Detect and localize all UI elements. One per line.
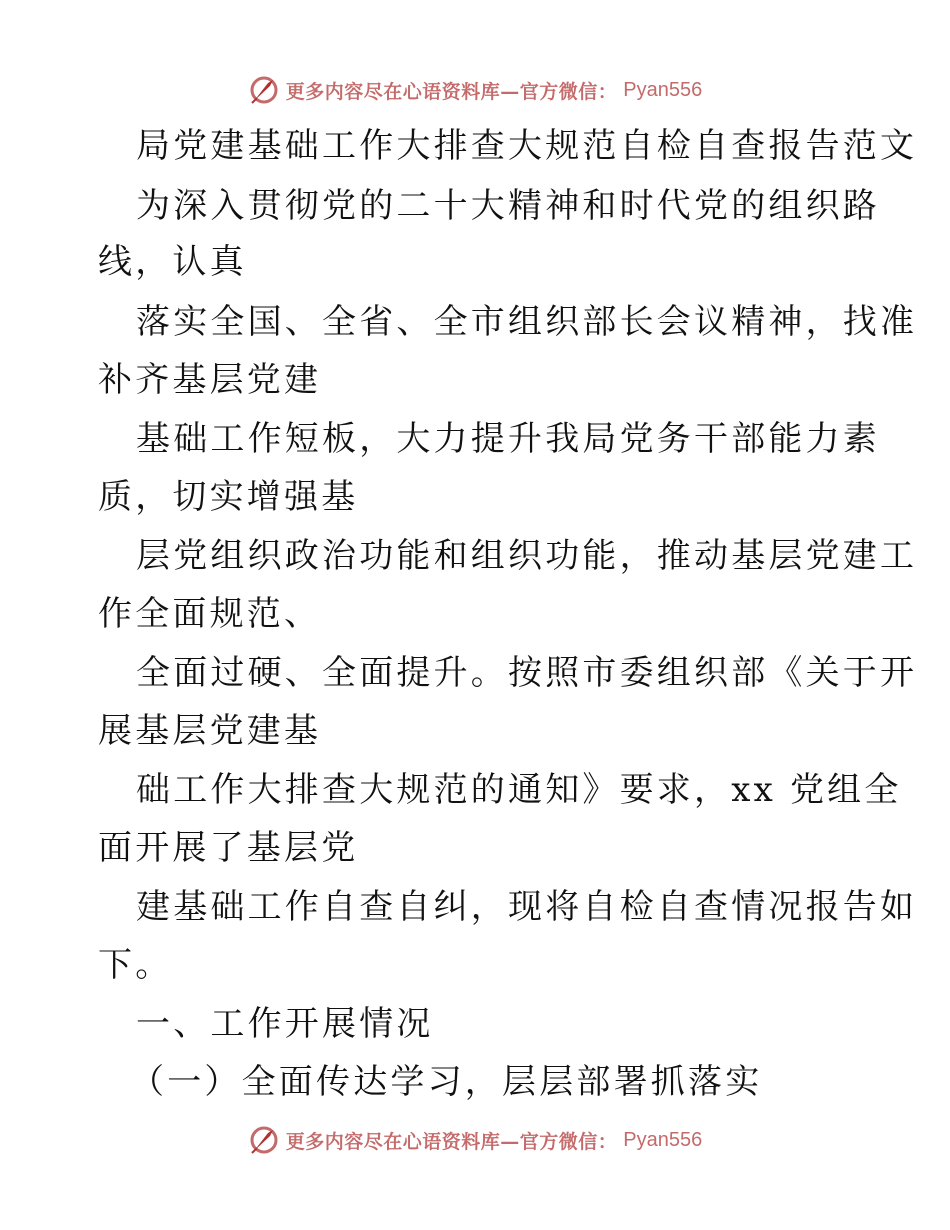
subsection-heading: （一）全面传达学习，层层部署抓落实 xyxy=(130,1062,763,1102)
header-watermark xyxy=(0,72,950,108)
paragraph-line: 落实全国、全省、全市组织部长会议精神，找准 xyxy=(136,302,918,342)
section-heading: 一、工作开展情况 xyxy=(136,1004,434,1044)
paragraph-line: 础工作大排查大规范的通知》要求，xx 党组全 xyxy=(136,770,902,810)
watermark-wechat-id: Pyan556 xyxy=(623,78,703,101)
paragraph-line: 下。 xyxy=(98,945,173,985)
paragraph-line: 作全面规范、 xyxy=(98,594,322,634)
document-title: 局党建基础工作大排查大规范自检自查报告范文 xyxy=(136,126,918,166)
paragraph-line: 质，切实增强基 xyxy=(98,477,359,517)
paragraph-line: 面开展了基层党 xyxy=(98,828,359,868)
watermark-wechat-id: Pyan556 xyxy=(623,1128,703,1151)
footer-watermark xyxy=(0,1122,950,1158)
watermark-text: 更多内容尽在心语资料库—官方微信： xyxy=(285,1130,618,1153)
paragraph-line: 基础工作短板，大力提升我局党务干部能力素 xyxy=(136,419,880,459)
watermark-text: 更多内容尽在心语资料库—官方微信： xyxy=(285,80,618,103)
paragraph-line: 层党组织政治功能和组织功能，推动基层党建工 xyxy=(136,536,918,576)
paragraph-line: 线，认真 xyxy=(98,242,247,282)
quill-pen-logo-icon xyxy=(248,74,280,106)
paragraph-line: 补齐基层党建 xyxy=(98,360,322,400)
paragraph-line: 为深入贯彻党的二十大精神和时代党的组织路 xyxy=(136,186,880,226)
paragraph-line: 展基层党建基 xyxy=(98,711,322,751)
paragraph-line: 建基础工作自查自纠，现将自检自查情况报告如 xyxy=(136,887,918,927)
paragraph-line: 全面过硬、全面提升。按照市委组织部《关于开 xyxy=(136,653,918,693)
quill-pen-logo-icon xyxy=(248,1124,280,1156)
